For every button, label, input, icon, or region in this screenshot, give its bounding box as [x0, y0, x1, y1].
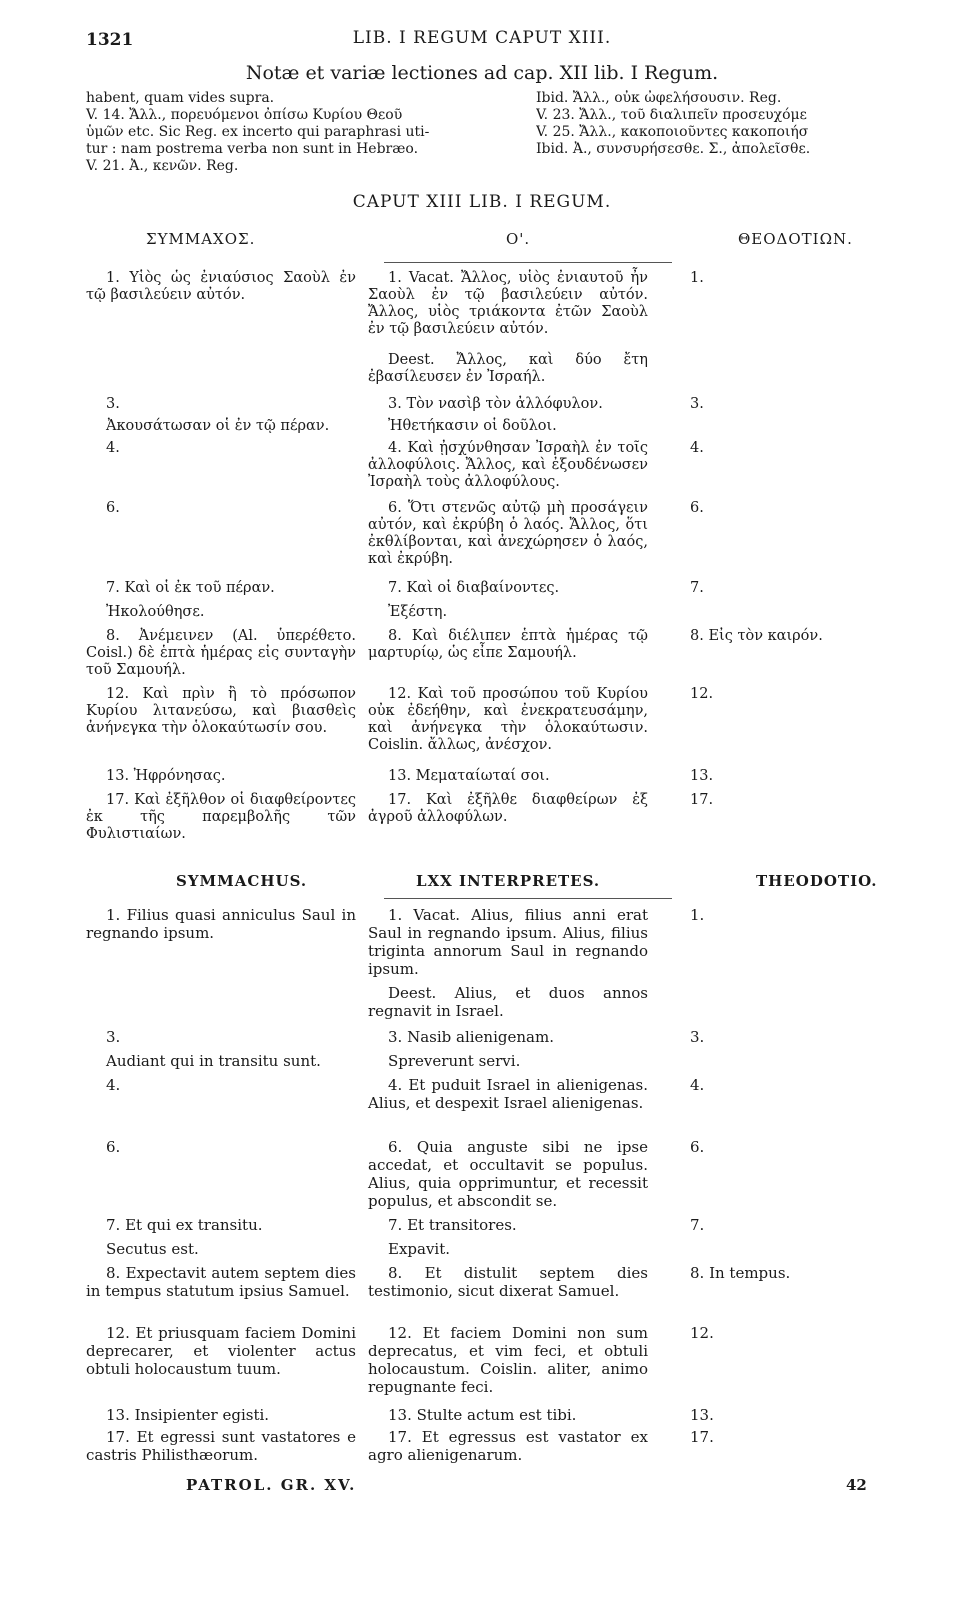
theodotion-text: 13.: [690, 768, 714, 784]
lxx-text: 7. Καὶ οἱ διαβαίνοντες.: [388, 580, 560, 596]
symmachus-text: Audiant qui in transitu sunt.: [106, 1052, 321, 1070]
greek-header-symmachus: ΣΥΜΜΑΧΟΣ.: [146, 230, 256, 248]
lxx-text: 13. Stulte actum est tibi.: [388, 1406, 577, 1424]
lxx-text: 8. Et distulit septem dies testimonio, sicut dixerat Samuel.: [368, 1264, 648, 1300]
symmachus-text: 12. Et priusquam faciem Domini deprecarer, et violenter actus obtuli holocaustum tuum.: [86, 1324, 356, 1378]
note-line: V. 25. Ἄλλ., κακοποιοῦντες κακοποιήσ: [536, 124, 809, 140]
notes-left-column: [86, 90, 506, 175]
theodotion-text: 12.: [690, 1324, 714, 1342]
lxx-text: 6. Ὅτι στενῶς αὐτῷ μὴ προσάγειν αὐτόν, καὶ ἐκρύβη ὁ λαός. Ἄλλος, ὅτι ἐκθλίβονται, καὶ ἀνεχώρησεν ὁ λαός, καὶ ἐκρύβη.: [368, 500, 648, 567]
greek-header-theodotion: ΘΕΟΔΟΤΙΩΝ.: [738, 230, 853, 248]
latin-header-lxx: LXX INTERPRETES.: [416, 872, 601, 890]
latin-header-symmachus: SYMMACHUS.: [176, 872, 308, 890]
symmachus-text: 4.: [106, 1076, 121, 1094]
lxx-text: 4. Et puduit Israel in alienigenas. Alius, et despexit Israel alienigenas.: [368, 1076, 648, 1112]
lxx-text: Deest. Alius, et duos annos regnavit in Israel.: [368, 984, 648, 1020]
theodotion-text: 17.: [690, 1428, 714, 1446]
lxx-text: 1. Vacat. Ἄλλος, υἱὸς ἐνιαυτοῦ ἦν Σαοὺλ ἐν τῷ βασιλεύειν αὐτόν. Ἄλλος, υἱὸς τριάκοντα ἐτῶν Σαοὺλ ἐν τῷ βασιλεύειν αὐτόν.: [368, 270, 648, 337]
page-number: 1321: [86, 30, 134, 50]
symmachus-text: 3.: [106, 1028, 121, 1046]
theodotion-text: 17.: [690, 792, 714, 808]
symmachus-text: 1. Filius quasi anniculus Saul in regnando ipsum.: [86, 906, 356, 942]
theodotion-text: 1.: [690, 906, 705, 924]
symmachus-text: 8. Expectavit autem septem dies in tempus statutum ipsius Samuel.: [86, 1264, 356, 1300]
lxx-text: Ἐξέστη.: [388, 604, 448, 620]
note-line: tur : nam postrema verba non sunt in Hebræo.: [86, 141, 419, 157]
symmachus-text: 7. Καὶ οἱ ἐκ τοῦ πέραν.: [106, 580, 275, 596]
theodotion-text: 7.: [690, 1216, 705, 1234]
chapter-title: CAPUT XIII LIB. I REGUM.: [352, 192, 612, 212]
footer-signature: PATROL. GR. XV.: [186, 1476, 357, 1494]
lxx-text: Deest. Ἄλλος, καὶ δύο ἔτη ἐβασίλευσεν ἐν Ἰσραήλ.: [368, 352, 648, 385]
theodotion-text: 12.: [690, 686, 714, 702]
symmachus-text: 3.: [106, 396, 120, 412]
notes-right-column: [536, 90, 886, 158]
notes-title: Notæ et variæ lectiones ad cap. XII lib. I Regum.: [245, 62, 719, 84]
lxx-text: 1. Vacat. Alius, filius anni erat Saul in regnando ipsum. Alius, filius triginta annorum Saul in regnando ipsum.: [368, 906, 648, 978]
symmachus-text: 12. Καὶ πρὶν ἢ τὸ πρόσωπον Κυρίου λιτανεύσω, καὶ βιασθεὶς ἀνήνεγκα τὴν ὁλοκαύτωσίν σου.: [86, 686, 356, 736]
lxx-text: 7. Et transitores.: [388, 1216, 517, 1234]
symmachus-text: 8. Ἀνέμεινεν (Al. ὑπερέθετο. Coisl.) δὲ ἑπτὰ ἡμέρας εἰς συνταγὴν τοῦ Σαμουήλ.: [86, 628, 356, 678]
theodotion-text: 4.: [690, 440, 704, 456]
symmachus-text: 4.: [106, 440, 120, 456]
latin-divider: [384, 898, 672, 899]
symmachus-text: 6.: [106, 500, 120, 516]
theodotion-text: 6.: [690, 500, 704, 516]
note-line: V. 23. Ἄλλ., τοῦ διαλιπεῖν προσευχόμε: [536, 107, 807, 123]
lxx-text: Spreverunt servi.: [388, 1052, 521, 1070]
theodotion-text: 8. Εἰς τὸν καιρόν.: [690, 628, 823, 644]
note-line: Ibid. Ἀ., συνσυρήσεσθε. Σ., ἀπολεῖσθε.: [536, 141, 811, 157]
lxx-text: 12. Καὶ τοῦ προσώπου τοῦ Κυρίου οὐκ ἐδεήθην, καὶ ἐνεκρατευσάμην, καὶ ἀνήνεγκα τὴν ὁλοκαύτωσιν. Coislin. ἄλλως, ἀνέσχον.: [368, 686, 648, 753]
note-line: habent, quam vides supra.: [86, 90, 275, 106]
symmachus-text: 17. Καὶ ἐξῆλθον οἱ διαφθείροντες ἐκ τῆς παρεμβολῆς τῶν Φυλιστιαίων.: [86, 792, 356, 842]
latin-header-theodotion: THEODOTIO.: [756, 872, 878, 890]
symmachus-text: Ἀκουσάτωσαν οἱ ἐν τῷ πέραν.: [106, 418, 330, 434]
lxx-text: Ἠθετήκασιν οἱ δοῦλοι.: [388, 418, 557, 434]
theodotion-text: 3.: [690, 1028, 705, 1046]
symmachus-text: Ἠκολούθησε.: [106, 604, 205, 620]
lxx-text: 17. Et egressus est vastator ex agro alienigenarum.: [368, 1428, 648, 1464]
lxx-text: 6. Quia anguste sibi ne ipse accedat, et occultavit se populus. Alius, quia opprimuntur, et recessit populus, et abscondit se.: [368, 1138, 648, 1210]
theodotion-text: 4.: [690, 1076, 705, 1094]
lxx-text: 4. Καὶ ᾐσχύνθησαν Ἰσραὴλ ἐν τοῖς ἀλλοφύλοις. Ἄλλος, καὶ ἐξουδένωσεν Ἰσραὴλ τοὺς ἀλλοφύλους.: [368, 440, 648, 490]
note-line: ὑμῶν etc. Sic Reg. ex incerto qui paraphrasi uti-: [86, 124, 430, 140]
theodotion-text: 8. In tempus.: [690, 1264, 791, 1282]
lxx-text: 3. Τὸν νασὶβ τὸν ἀλλόφυλον.: [388, 396, 603, 412]
lxx-text: 17. Καὶ ἐξῆλθε διαφθείρων ἐξ ἀγροῦ ἀλλοφύλων.: [368, 792, 648, 825]
note-line: Ibid. Ἄλλ., οὐκ ὠφελήσουσιν. Reg.: [536, 90, 782, 106]
greek-divider: [384, 262, 672, 263]
theodotion-text: 13.: [690, 1406, 714, 1424]
lxx-text: Expavit.: [388, 1240, 451, 1258]
symmachus-text: 13. Insipienter egisti.: [106, 1406, 270, 1424]
theodotion-text: 1.: [690, 270, 704, 286]
symmachus-text: 13. Ἠφρόνησας.: [106, 768, 226, 784]
symmachus-text: 7. Et qui ex transitu.: [106, 1216, 263, 1234]
lxx-text: 13. Μεματαίωταί σοι.: [388, 768, 550, 784]
note-line: V. 21. Ἀ., κενῶν. Reg.: [86, 158, 239, 174]
theodotion-text: 6.: [690, 1138, 705, 1156]
lxx-text: 8. Καὶ διέλιπεν ἑπτὰ ἡμέρας τῷ μαρτυρίῳ, ὡς εἶπε Σαμουήλ.: [368, 628, 648, 661]
symmachus-text: Secutus est.: [106, 1240, 199, 1258]
lxx-text: 3. Nasib alienigenam.: [388, 1028, 554, 1046]
theodotion-text: 7.: [690, 580, 704, 596]
greek-header-lxx: Ο'.: [506, 230, 531, 248]
footer-sheet-number: 42: [846, 1476, 867, 1494]
lxx-text: 12. Et faciem Domini non sum deprecatus, et vim feci, et obtuli holocaustum. Coislin. aliter, animo repugnante feci.: [368, 1324, 648, 1396]
symmachus-text: 1. Υἱὸς ὡς ἐνιαύσιος Σαοὺλ ἐν τῷ βασιλεύειν αὐτόν.: [86, 270, 356, 303]
running-title: LIB. I REGUM CAPUT XIII.: [352, 28, 612, 48]
note-line: V. 14. Ἄλλ., πορευόμενοι ὀπίσω Κυρίου Θεοῦ: [86, 107, 403, 123]
theodotion-text: 3.: [690, 396, 704, 412]
symmachus-text: 6.: [106, 1138, 121, 1156]
symmachus-text: 17. Et egressi sunt vastatores e castris Philisthæorum.: [86, 1428, 356, 1464]
